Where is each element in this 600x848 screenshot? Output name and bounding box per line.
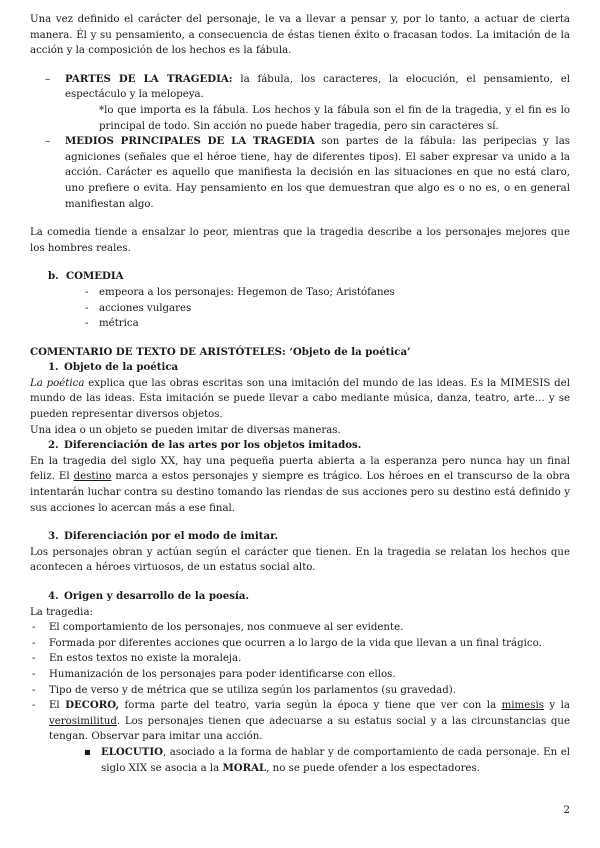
elocutio-item: ▪ ELOCUTIO, asociado a la forma de hablar y de comportamiento de cada personaje. En el siglo XIX se asocia a la MORAL, no se puede ofender a los espectadores.	[84, 745, 570, 774]
section-1-heading: 1. Objeto de la poética	[48, 361, 179, 374]
medios-text: son partes de la fábula: las peripecias y las agniciones (señales que el héroe tiene, hay de diferentes tipos). El saber expresar va unido a la acción. Carácter es aquello que manifiesta la decisión en las situaciones en que no está claro, uno prefiere o evita. Hay pensamiento en los que demuestran que algo es o no es, o en general manifiestan algo.	[65, 136, 570, 210]
dash-marker: –	[45, 73, 51, 85]
partes-item	[30, 72, 570, 103]
list-item: - empeora a los personajes: Hegemon de Taso; Aristófanes	[85, 286, 395, 298]
comentario-title: COMENTARIO DE TEXTO DE ARISTÓTELES: ‘Objeto de la poética’	[30, 345, 411, 358]
partes-title: PARTES DE LA TRAGEDIA:	[65, 72, 233, 85]
medios-item	[30, 134, 570, 212]
section-3-text: Los personajes obran y actúan según el carácter que tienen. En la tragedia se relatan los hechos que acontecen a héroes virtuosos, de un estatus social alto.	[30, 546, 570, 574]
page-number: 2	[563, 804, 570, 816]
list-item: - Formada por diferentes acciones que ocurren a lo largo de la vida que llevan a un final trágico.	[32, 637, 542, 649]
intro-paragraph: Una vez definido el carácter del personaje, le va a llevar a pensar y, por lo tanto, a actuar de cierta manera. Él y su pensamiento, a consecuencia de éstas tienen éxito o fracasan todos. La imitación de la acción y la composición de los hechos es la fábula.	[30, 14, 570, 57]
list-item: - Humanización de los personajes para poder identificarse con ellos.	[32, 668, 396, 680]
comedia-intro: La comedia tiende a ensalzar lo peor, mientras que la tragedia describe a los personajes mejores que los hombres reales.	[30, 227, 570, 254]
dash-marker: –	[45, 136, 51, 148]
list-item: - En estos textos no existe la moraleja.	[32, 653, 242, 665]
section-1-text-2: Una idea o un objeto se pueden imitar de diversas maneras.	[30, 424, 341, 436]
decoro-item: - El DECORO, forma parte del teatro, varia según la época y tiene que ver con la mimesis y la verosimilitud. Los personajes tienen que adecuarse a su estatus social y a las circunstancias que tengan. Observar para imitar una acción.	[32, 699, 570, 743]
partes-note: *lo que importa es la fábula. Los hechos y la fábula son el fin de la tragedia, y el fin es lo principal de todo. Sin acción no puede haber tragedia, pero sin caracteres sí.	[99, 104, 570, 132]
section-2-text: En la tragedia del siglo XX, hay una pequeña puerta abierta a la esperanza pero nunca hay un final feliz. El destino marca a estos personajes y siempre es trágico. Los héroes en el transcurso de la obra intentarán luchar contra su destino tomando las riendas de sus acciones pero su destino está definido y sus acciones lo acercan más a ese final.	[30, 455, 570, 514]
medios-title: MEDIOS PRINCIPALES DE LA TRAGEDIA	[65, 135, 315, 148]
list-item: - acciones vulgares	[85, 302, 192, 314]
comedia-heading	[30, 269, 570, 285]
section-4-heading: 4. Origen y desarrollo de la poesía.	[48, 590, 250, 602]
comedia-title: COMEDIA	[66, 270, 124, 283]
section-4-intro: La tragedia:	[30, 606, 93, 618]
comedia-label: b.	[48, 270, 59, 283]
section-3-heading: 3. Diferenciación por el modo de imitar.	[48, 530, 279, 543]
document-page	[30, 12, 570, 776]
list-item: - métrica	[85, 318, 139, 330]
list-item: - El comportamiento de los personajes, nos conmueve al ser evidente.	[32, 622, 404, 634]
list-item: - Tipo de verso y de métrica que se utiliza según los parlamentos (su gravedad).	[32, 684, 456, 696]
section-2-heading: 2. Diferenciación de las artes por los objetos imitados.	[48, 439, 362, 452]
partes-text: la fábula, los caracteres, la elocución, el pensamiento, el espectáculo y la melopeya.	[65, 73, 571, 101]
section-1-text: La poética explica que las obras escritas son una imitación del mundo de las ideas. Es la MIMESIS del mundo de las ideas. Esta imitación se puede llevar a cabo mediante música, danza, teatro, arte… y se pueden representar diversos objetos.	[30, 377, 570, 421]
comedia-list	[30, 285, 570, 332]
